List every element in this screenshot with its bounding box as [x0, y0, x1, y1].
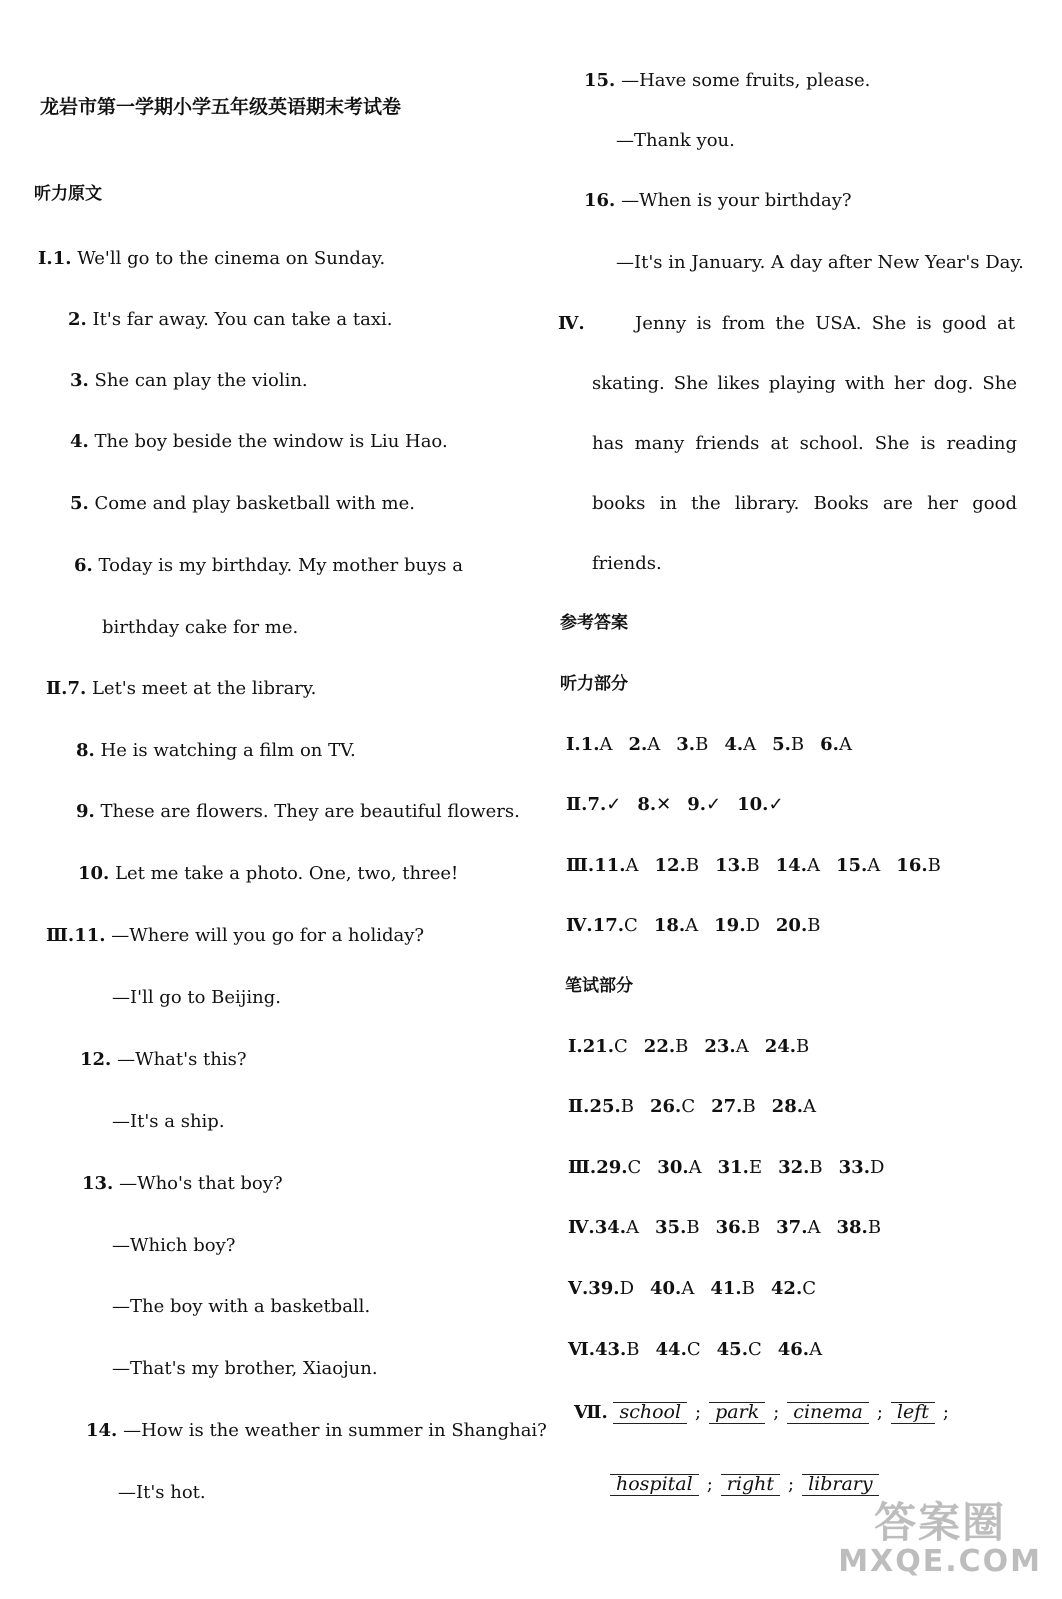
answer-item	[581, 736, 613, 754]
answer-value: C	[686, 1339, 701, 1360]
answer-number: 21.	[582, 1036, 615, 1057]
answer-item	[655, 857, 700, 875]
answer-item	[771, 1280, 816, 1298]
watermark-logo: 答案圈	[874, 1498, 1007, 1547]
answer-item	[583, 1038, 628, 1056]
answer-item	[628, 736, 660, 754]
script-line	[118, 1484, 206, 1502]
answer-item	[836, 857, 880, 875]
answer-value: B	[796, 1036, 810, 1057]
roman-numeral: Ⅲ.	[566, 855, 595, 876]
question-number: 13.	[82, 1173, 114, 1194]
answer-value: B	[695, 734, 709, 755]
dialog-text: —When is your birthday?	[621, 190, 852, 211]
handwritten-answer: left	[891, 1402, 935, 1424]
answer-value: C	[747, 1339, 762, 1360]
handwritten-answer: right	[721, 1474, 780, 1496]
separator: ;	[695, 1402, 702, 1423]
answer-item	[595, 1219, 639, 1237]
answer-value: A	[867, 855, 881, 876]
question-number: 8.	[76, 740, 95, 761]
answer-item	[650, 1280, 694, 1298]
answer-number: 41.	[710, 1278, 742, 1299]
question-number: 12.	[80, 1049, 112, 1070]
answer-number: 14.	[775, 855, 807, 876]
roman-numeral: Ⅲ.	[568, 1157, 597, 1178]
answer-number: 22.	[643, 1036, 676, 1057]
handwritten-answer: school	[613, 1402, 687, 1424]
question-number: 16.	[584, 190, 616, 211]
roman-numeral: Ⅰ.	[566, 734, 581, 755]
answer-item	[724, 736, 756, 754]
answer-item	[594, 857, 638, 875]
script-line	[78, 865, 458, 883]
answer-number: 44.	[655, 1339, 687, 1360]
listening-answers-heading: 听力部分	[560, 674, 628, 694]
passage-line: friends.	[592, 553, 662, 574]
passage-line: books in the library. Books are her good	[592, 493, 1017, 514]
answer-value: B	[675, 1036, 689, 1057]
separator: ;	[876, 1402, 883, 1423]
answer-value: C	[627, 1157, 642, 1178]
answer-number: 15.	[835, 855, 868, 876]
answer-number: 26.	[650, 1096, 682, 1117]
roman-numeral: Ⅱ.	[46, 678, 68, 699]
answer-row	[568, 1098, 832, 1116]
separator: ;	[788, 1474, 795, 1495]
answer-item	[714, 917, 760, 935]
roman-numeral: Ⅰ.	[38, 248, 53, 269]
answer-number: 33.	[838, 1157, 870, 1178]
answer-number: 2.	[628, 734, 648, 755]
roman-numeral: Ⅳ.	[566, 915, 593, 936]
script-text: —The boy with a basketball.	[112, 1296, 371, 1317]
script-line	[112, 1113, 225, 1131]
answer-item	[772, 736, 804, 754]
answer-number: 25.	[589, 1096, 621, 1117]
answer-value: B	[790, 734, 805, 755]
answer-number: 11.	[594, 855, 626, 876]
answer-number: 24.	[764, 1036, 797, 1057]
roman-numeral: Ⅱ.	[568, 1096, 590, 1117]
answer-value: D	[745, 915, 760, 936]
script-text: Today is my birthday. My mother buys a	[98, 555, 463, 576]
answer-item	[718, 1159, 762, 1177]
answer-number: 30.	[657, 1157, 689, 1178]
passage-line: has many friends at school. She is reading	[592, 433, 1017, 454]
answer-number: 9.	[687, 794, 707, 815]
answer-row	[568, 1038, 825, 1056]
answer-number: 27.	[711, 1096, 743, 1117]
script-line	[112, 989, 281, 1007]
answer-item	[776, 917, 821, 935]
passage-line: skating. She likes playing with her dog. She	[592, 373, 1017, 394]
answer-value: A	[599, 734, 613, 755]
answer-item	[776, 857, 820, 875]
answer-item	[596, 1159, 641, 1177]
script-text: —How is the weather in summer in Shanghai?	[123, 1420, 547, 1441]
answer-number: 32.	[778, 1157, 810, 1178]
script-text: —It's a ship.	[112, 1111, 225, 1132]
page-title: 龙岩市第一学期小学五年级英语期末考试卷	[40, 96, 402, 118]
script-text: —Where will you go for a holiday?	[111, 925, 425, 946]
answer-number: 23.	[704, 1036, 736, 1057]
answer-value: A	[809, 1339, 823, 1360]
answer-value: B	[686, 1217, 700, 1238]
script-text: —That's my brother, Xiaojun.	[112, 1358, 378, 1379]
answer-number: 12.	[654, 855, 686, 876]
script-text: It's far away. You can take a taxi.	[92, 309, 393, 330]
answer-item	[716, 1219, 761, 1237]
answers-heading: 参考答案	[560, 613, 628, 633]
answer-value: B	[809, 1157, 823, 1178]
answer-row	[568, 1159, 900, 1177]
question-number: 11.	[74, 925, 106, 946]
script-text: These are flowers. They are beautiful flowers.	[100, 801, 520, 822]
script-line	[112, 1360, 378, 1378]
answer-number: 31.	[717, 1157, 749, 1178]
question-number: 1.	[52, 248, 72, 269]
answer-item	[655, 1219, 700, 1237]
script-line	[86, 1422, 547, 1440]
answer-value: B	[807, 915, 821, 936]
handwritten-answer: hospital	[610, 1474, 699, 1496]
answer-value: E	[748, 1157, 763, 1178]
answer-item	[650, 1098, 695, 1116]
answer-item	[657, 1159, 701, 1177]
answer-number: 4.	[724, 734, 744, 755]
question-number: 15.	[584, 70, 616, 91]
script-line	[76, 803, 520, 821]
answer-value: C	[614, 1036, 628, 1057]
script-line	[70, 495, 415, 513]
question-number: 2.	[68, 309, 87, 330]
answer-value: ✕	[656, 794, 672, 815]
answer-value: B	[746, 855, 760, 876]
roman-numeral: Ⅶ.	[574, 1402, 608, 1423]
dialog-line	[616, 254, 1024, 272]
answer-row	[566, 736, 868, 754]
answer-number: 20.	[775, 915, 808, 936]
roman-numeral: Ⅳ.	[568, 1217, 595, 1238]
script-text: —What's this?	[117, 1049, 247, 1070]
script-text: —Who's that boy?	[119, 1173, 283, 1194]
answer-value: A	[681, 1278, 695, 1299]
script-line	[70, 433, 448, 451]
answer-value: D	[619, 1278, 634, 1299]
script-line	[38, 250, 385, 268]
answer-item	[676, 736, 708, 754]
script-line	[82, 1175, 283, 1193]
answer-row	[568, 1219, 897, 1237]
answer-row	[566, 857, 957, 875]
roman-numeral: Ⅰ.	[568, 1036, 583, 1057]
answer-number: 37.	[776, 1217, 808, 1238]
answer-value: B	[867, 1217, 882, 1238]
answer-item	[839, 1159, 885, 1177]
answer-number: 43.	[594, 1339, 627, 1360]
question-number: 10.	[78, 863, 110, 884]
answer-row	[568, 1341, 838, 1359]
answer-item	[737, 796, 783, 814]
script-line	[68, 311, 392, 329]
question-number: 5.	[70, 493, 89, 514]
answer-item	[765, 1038, 810, 1056]
script-text: Come and play basketball with me.	[94, 493, 415, 514]
answer-number: 16.	[896, 855, 928, 876]
answer-value: A	[685, 915, 699, 936]
answer-value: A	[838, 734, 852, 755]
answer-item	[593, 917, 638, 935]
script-text: He is watching a film on TV.	[100, 740, 356, 761]
question-number: 3.	[70, 370, 89, 391]
script-line	[80, 1051, 247, 1069]
question-number: 14.	[86, 1420, 118, 1441]
dialog-line	[616, 132, 735, 150]
script-text: The boy beside the window is Liu Hao.	[94, 431, 448, 452]
roman-numeral: Ⅲ.	[46, 925, 75, 946]
handwritten-answer: cinema	[787, 1402, 869, 1424]
answer-item	[778, 1341, 822, 1359]
answer-item	[710, 1280, 755, 1298]
answer-value: A	[626, 1217, 640, 1238]
dialog-text: —Have some fruits, please.	[621, 70, 871, 91]
answer-number: 34.	[594, 1217, 627, 1238]
dialog-line	[584, 192, 852, 210]
answer-item	[637, 796, 671, 814]
answer-number: 7.	[587, 794, 607, 815]
answer-number: 17.	[592, 915, 625, 936]
answer-value: ✓	[606, 794, 622, 815]
answer-value: B	[685, 855, 700, 876]
script-line	[112, 1298, 370, 1316]
dialog-text: —Thank you.	[616, 130, 735, 151]
handwritten-answer: park	[709, 1402, 765, 1424]
script-text: She can play the violin.	[94, 370, 308, 391]
answer-value: A	[743, 734, 757, 755]
answer-item	[654, 917, 698, 935]
answer-number: 6.	[820, 734, 839, 755]
answer-value: A	[688, 1157, 702, 1178]
answer-number: 28.	[771, 1096, 803, 1117]
answer-item	[896, 857, 941, 875]
answer-value: ✓	[706, 794, 722, 815]
answer-value: A	[735, 1036, 749, 1057]
answer-item	[587, 796, 621, 814]
answer-item	[687, 796, 721, 814]
separator: ;	[773, 1402, 780, 1423]
answer-item	[656, 1341, 701, 1359]
separator: ;	[942, 1402, 949, 1423]
answer-number: 18.	[653, 915, 686, 936]
answer-item	[836, 1219, 881, 1237]
answer-value: B	[626, 1339, 640, 1360]
answer-number: 29.	[596, 1157, 628, 1178]
question-number: 9.	[76, 801, 95, 822]
answer-item	[588, 1280, 634, 1298]
script-text: We'll go to the cinema on Sunday.	[77, 248, 386, 269]
answer-value: B	[741, 1278, 755, 1299]
script-line	[74, 557, 463, 575]
answer-value: A	[807, 1217, 821, 1238]
dialog-line	[584, 72, 870, 90]
answer-number: 19.	[714, 915, 746, 936]
script-text: Let's meet at the library.	[91, 678, 317, 699]
answer-item	[589, 1098, 634, 1116]
answer-number: 35.	[655, 1217, 687, 1238]
answer-number: 40.	[650, 1278, 682, 1299]
answer-value: D	[869, 1157, 885, 1178]
answer-number: 45.	[716, 1339, 748, 1360]
script-line	[46, 680, 316, 698]
question-number: 4.	[70, 431, 89, 452]
handwritten-answer: library	[802, 1474, 879, 1496]
answer-number: 39.	[588, 1278, 620, 1299]
answer-item	[776, 1219, 820, 1237]
answer-item	[778, 1159, 823, 1177]
written-answers-heading: 笔试部分	[565, 976, 633, 996]
script-text: —It's hot.	[118, 1482, 206, 1503]
watermark	[838, 1498, 1042, 1579]
script-line	[46, 927, 424, 945]
answer-number: 36.	[715, 1217, 747, 1238]
answer-item	[772, 1098, 816, 1116]
script-text: birthday cake for me.	[102, 617, 299, 638]
roman-numeral: Ⅱ.	[566, 794, 588, 815]
answer-number: 42.	[770, 1278, 803, 1299]
answer-row	[566, 796, 800, 814]
script-line	[70, 372, 308, 390]
answer-value: A	[647, 734, 661, 755]
script-line	[76, 742, 356, 760]
script-line	[102, 619, 298, 637]
answer-item	[715, 857, 760, 875]
answer-number: 5.	[772, 734, 791, 755]
answer-number: 1.	[580, 734, 600, 755]
answer-row	[566, 917, 836, 935]
answer-value: C	[802, 1278, 816, 1299]
roman-numeral: Ⅴ.	[568, 1278, 589, 1299]
script-text: —Which boy?	[112, 1235, 236, 1256]
script-text: Let me take a photo. One, two, three!	[115, 863, 459, 884]
question-number: 7.	[67, 678, 87, 699]
answer-value: B	[746, 1217, 761, 1238]
passage-line: Jenny is from the USA. She is good at	[635, 313, 1015, 334]
watermark-url: MXQE.COM	[838, 1544, 1042, 1579]
answer-number: 8.	[637, 794, 657, 815]
answer-number: 3.	[676, 734, 696, 755]
answer-value: B	[620, 1096, 634, 1117]
separator: ;	[706, 1474, 713, 1495]
section-heading-listening-script: 听力原文	[34, 184, 102, 204]
answer-value: B	[927, 855, 941, 876]
answer-value: C	[624, 915, 638, 936]
dialog-text: —It's in January. A day after New Year's Day.	[616, 252, 1024, 273]
passage-label: Ⅳ.	[558, 313, 585, 334]
answer-number: 13.	[715, 855, 747, 876]
handwriting-row	[610, 1474, 879, 1496]
question-number: 6.	[74, 555, 93, 576]
answer-item	[717, 1341, 762, 1359]
answer-item	[704, 1038, 748, 1056]
answer-value: C	[681, 1096, 696, 1117]
handwriting-row	[574, 1402, 957, 1424]
answer-item	[820, 736, 852, 754]
answer-number: 10.	[737, 794, 769, 815]
answer-value: A	[625, 855, 639, 876]
answer-number: 38.	[836, 1217, 868, 1238]
answer-item	[595, 1341, 640, 1359]
answer-item	[711, 1098, 756, 1116]
script-text: —I'll go to Beijing.	[112, 987, 281, 1008]
answer-row	[568, 1280, 832, 1298]
answer-item	[644, 1038, 689, 1056]
script-line	[112, 1237, 235, 1255]
roman-numeral: Ⅵ.	[568, 1339, 595, 1360]
answer-value: ✓	[768, 794, 784, 815]
answer-number: 46.	[777, 1339, 810, 1360]
answer-value: A	[803, 1096, 816, 1117]
answer-value: A	[806, 855, 820, 876]
answer-value: B	[742, 1096, 756, 1117]
